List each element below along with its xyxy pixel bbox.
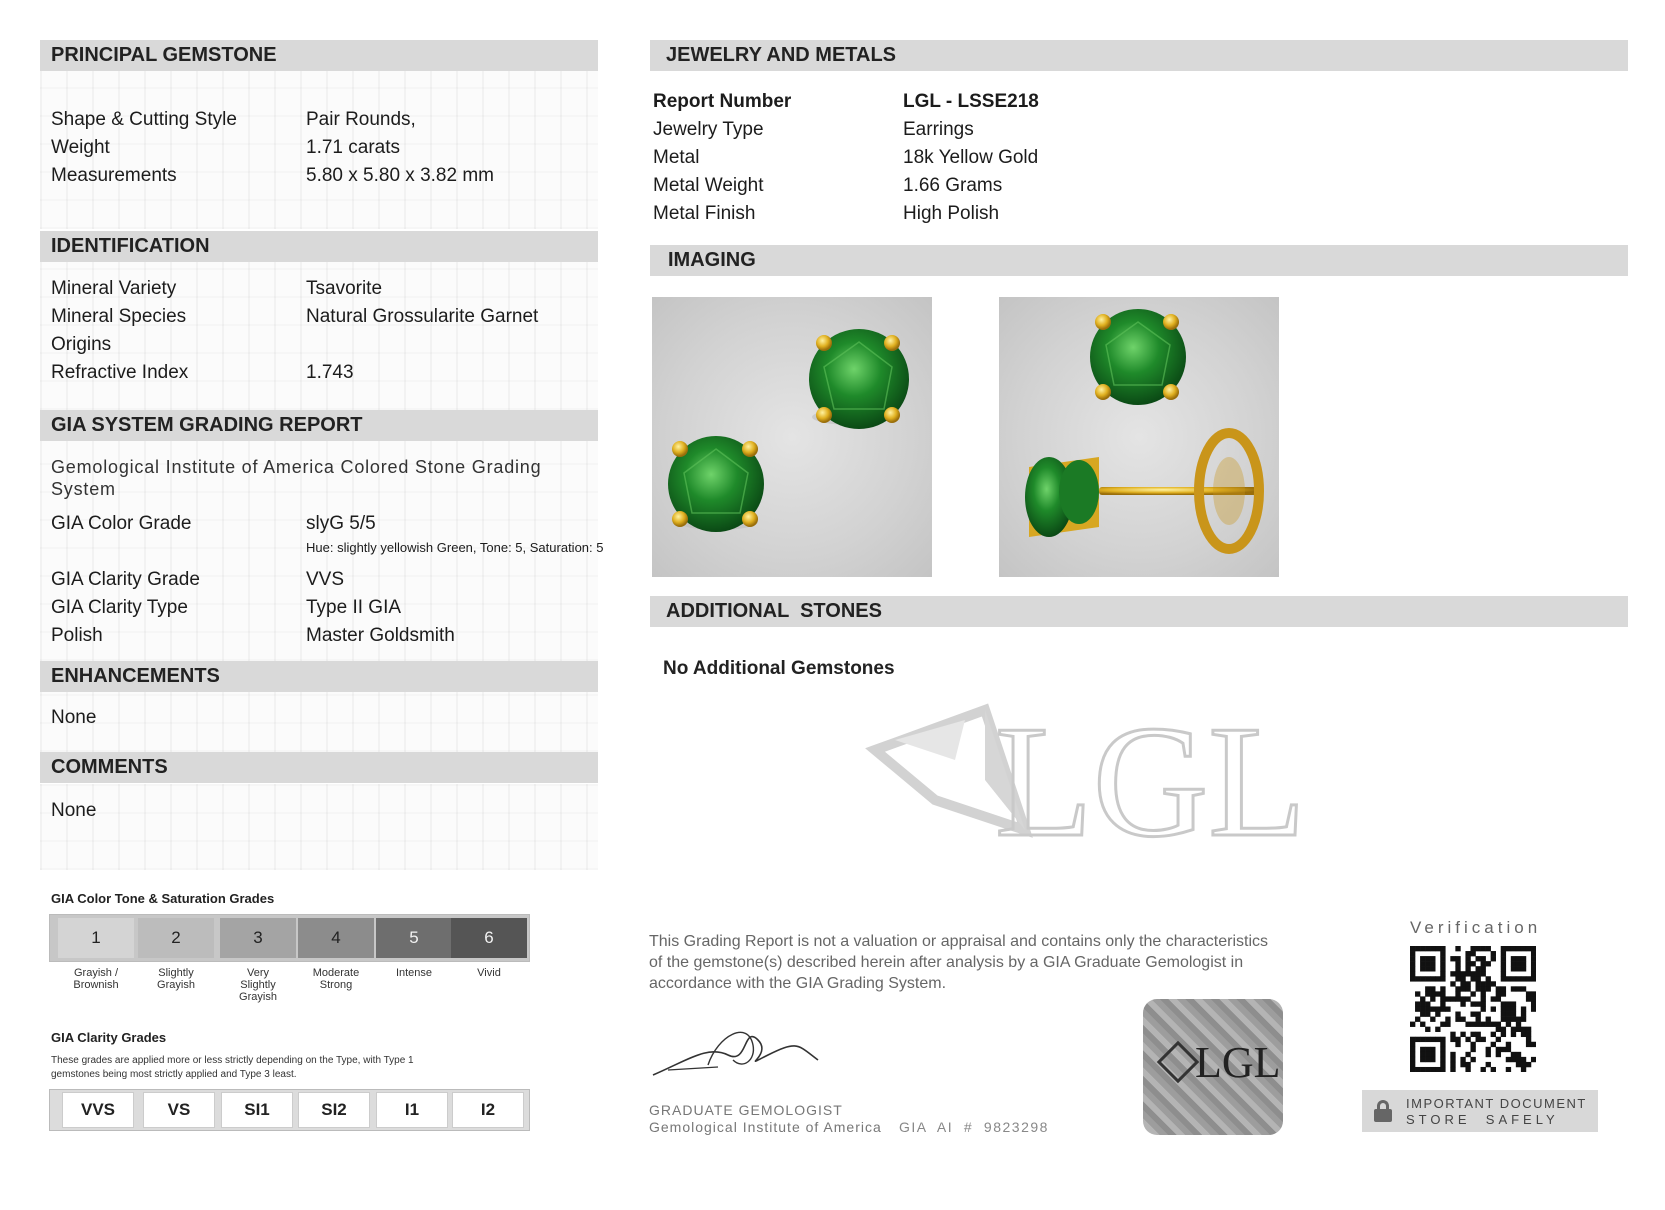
shape-value: Pair Rounds, — [306, 109, 416, 130]
disclaimer-line1: This Grading Report is not a valuation or appraisal and contains only the characteristics — [649, 933, 1268, 950]
verification-qr-code[interactable] — [1410, 946, 1536, 1072]
earrings-top-illustration — [652, 297, 932, 577]
gemologist-institute: Gemological Institute of America — [649, 1119, 882, 1135]
gia-report-heading: GIA SYSTEM GRADING REPORT — [40, 410, 598, 441]
imaging-heading: IMAGING — [650, 245, 1628, 276]
additional-stones-heading: ADDITIONAL STONES — [650, 596, 1628, 627]
clarity-grade-3: SI1 — [221, 1092, 293, 1128]
clarity-grade-5: I1 — [376, 1092, 448, 1128]
mineral-variety-label: Mineral Variety — [51, 278, 177, 299]
tone-grade-6-caption-1: Vivid — [477, 967, 501, 979]
tone-grade-3-caption-1: Very — [246, 967, 269, 979]
gemologist-signature — [648, 1015, 828, 1085]
lock-icon — [1374, 1100, 1392, 1122]
clarity-grade-value: VVS — [306, 569, 345, 590]
metal-weight-value: 1.66 Grams — [903, 175, 1003, 196]
comments-heading: COMMENTS — [40, 752, 598, 783]
shape-label: Shape & Cutting Style — [51, 109, 237, 130]
clarity-grade-6: I2 — [452, 1092, 524, 1128]
principal-gemstone-heading: PRINCIPAL GEMSTONE — [40, 40, 598, 71]
tone-grade-1: 1 — [58, 918, 134, 958]
important-document-notice — [1362, 1090, 1598, 1132]
important-document-line1: IMPORTANT DOCUMENT — [1406, 1096, 1587, 1111]
disclaimer-line2: of the gemstone(s) described herein after analysis by a GIA Graduate Gemologist in — [649, 954, 1244, 971]
measurements-value: 5.80 x 5.80 x 3.82 mm — [306, 165, 494, 186]
tone-grade-1-caption-2: Brownish — [73, 979, 119, 991]
tone-grade-5: 5 — [376, 918, 452, 958]
jewelry-heading: JEWELRY AND METALS — [650, 40, 1628, 71]
tone-grade-4-caption-1: Moderate — [312, 967, 360, 979]
jewelry-type-label: Jewelry Type — [653, 119, 764, 140]
earrings-top-photo — [652, 297, 932, 577]
metal-finish-value: High Polish — [903, 203, 1000, 224]
weight-value: 1.71 carats — [306, 137, 400, 158]
metal-weight-label: Metal Weight — [653, 175, 764, 196]
report-number-value: LGL - LSSE218 — [903, 91, 1039, 112]
clarity-grade-1: VVS — [62, 1092, 134, 1128]
important-document-line2: STORE SAFELY — [1406, 1112, 1559, 1127]
enhancements-heading: ENHANCEMENTS — [40, 661, 598, 692]
measurements-label: Measurements — [51, 165, 177, 186]
tone-grade-3-caption-2: Slightly — [240, 979, 276, 991]
refractive-index-label: Refractive Index — [51, 362, 189, 383]
earrings-side-photo — [999, 297, 1279, 577]
earrings-side-illustration — [999, 297, 1279, 577]
tone-grade-3: 3 — [220, 918, 296, 958]
clarity-note-line1: These grades are applied more or less strictly depending on the Type, with Type 1 — [51, 1055, 414, 1066]
hologram-text: LGL — [1195, 1038, 1281, 1087]
tone-grade-4-caption-2: Strong — [319, 979, 353, 991]
identification-heading: IDENTIFICATION — [40, 231, 598, 262]
lgl-watermark-logo — [865, 690, 1335, 850]
verification-label: Verification — [1410, 918, 1542, 937]
tone-grade-2-caption-2: Grayish — [157, 979, 195, 991]
clarity-scale-title: GIA Clarity Grades — [51, 1030, 167, 1045]
mineral-species-label: Mineral Species — [51, 306, 187, 327]
gia-id: GIA AI # 9823298 — [899, 1119, 1049, 1135]
clarity-type-value: Type II GIA — [306, 597, 402, 618]
grading-system-line2: System — [51, 479, 116, 499]
refractive-index-value: 1.743 — [306, 362, 354, 383]
tone-grade-6: 6 — [451, 918, 527, 958]
tone-grade-1-caption-1: Grayish / — [73, 967, 118, 979]
clarity-grade-label: GIA Clarity Grade — [51, 569, 200, 590]
hologram-seal — [1143, 999, 1283, 1135]
clarity-note-line2: gemstones being most strictly applied and Type 3 least. — [51, 1069, 297, 1080]
comments-value: None — [51, 800, 97, 821]
disclaimer-line3: accordance with the GIA Grading System. — [649, 975, 947, 992]
color-grade-label: GIA Color Grade — [51, 513, 192, 534]
additional-stones-value: No Additional Gemstones — [663, 658, 895, 679]
polish-label: Polish — [51, 625, 103, 646]
report-number-label: Report Number — [653, 91, 792, 112]
tone-grade-2-caption-1: Slightly — [158, 967, 194, 979]
origins-label: Origins — [51, 334, 112, 355]
tone-grade-5-caption-1: Intense — [395, 967, 433, 979]
weight-label: Weight — [51, 137, 110, 158]
metal-label: Metal — [653, 147, 700, 168]
enhancements-watermark-bg — [40, 692, 598, 752]
grading-system-line1: Gemological Institute of America Colored Stone Grading — [51, 457, 542, 477]
tone-grade-2: 2 — [138, 918, 214, 958]
tone-scale-title: GIA Color Tone & Saturation Grades — [51, 891, 275, 906]
comments-watermark-bg — [40, 784, 598, 870]
mineral-variety-value: Tsavorite — [306, 278, 383, 299]
color-grade-note: Hue: slightly yellowish Green, Tone: 5, Saturation: 5 — [306, 540, 604, 555]
clarity-type-label: GIA Clarity Type — [51, 597, 188, 618]
lgl-watermark-text: LGL — [995, 692, 1307, 850]
color-grade-value: slyG 5/5 — [306, 513, 376, 534]
gemologist-title: GRADUATE GEMOLOGIST — [649, 1102, 843, 1118]
mineral-species-value: Natural Grossularite Garnet — [306, 306, 539, 327]
jewelry-type-value: Earrings — [903, 119, 974, 140]
clarity-grade-2: VS — [143, 1092, 215, 1128]
tone-grade-3-caption-3: Grayish — [239, 991, 277, 1003]
clarity-grade-4: SI2 — [298, 1092, 370, 1128]
hologram-diamond-icon — [1157, 1041, 1199, 1083]
enhancements-value: None — [51, 707, 97, 728]
tone-grade-4: 4 — [298, 918, 374, 958]
metal-finish-label: Metal Finish — [653, 203, 756, 224]
metal-value: 18k Yellow Gold — [903, 147, 1039, 168]
polish-value: Master Goldsmith — [306, 625, 455, 646]
